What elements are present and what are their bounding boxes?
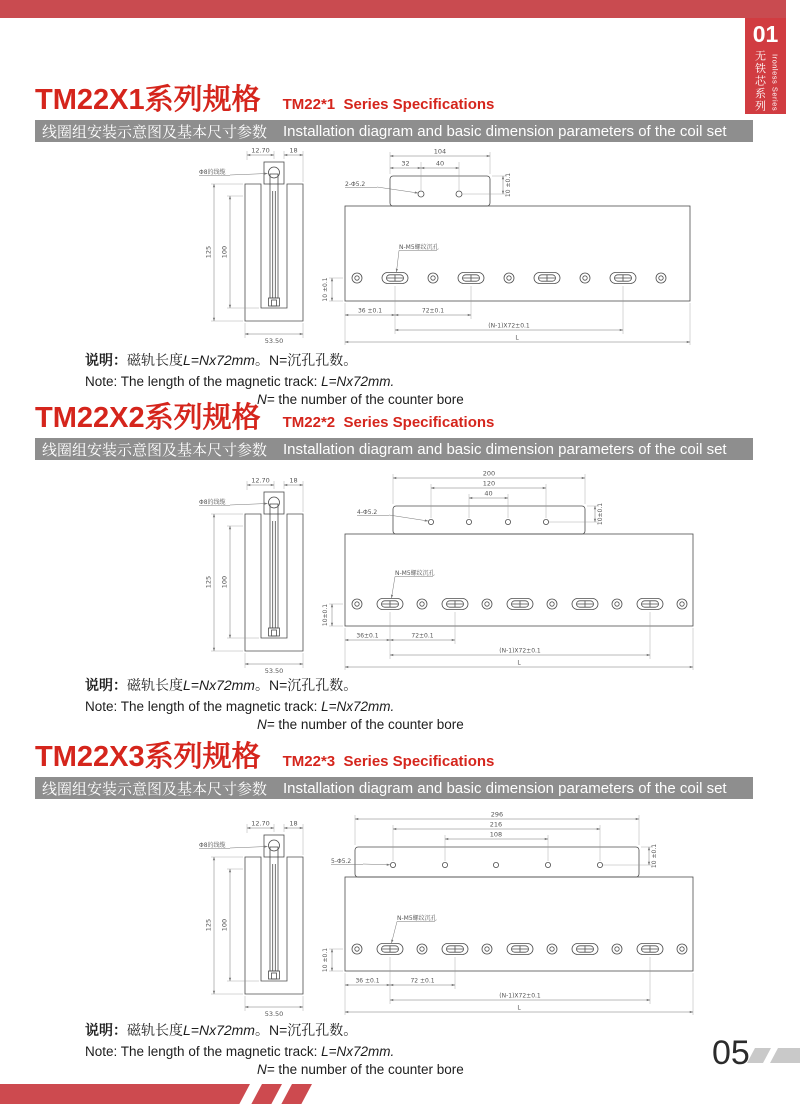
note-en-formula: L=Nx72mm. xyxy=(321,374,395,389)
installation-drawing-tm22x1 xyxy=(185,146,760,351)
front-view xyxy=(322,148,690,346)
section-tm22x2 xyxy=(35,402,753,734)
dim-label: 12.70 xyxy=(251,146,270,155)
dim-label: L xyxy=(517,1004,521,1012)
front-view xyxy=(322,470,693,671)
note-en2-text: the number of the counter bore xyxy=(274,1062,464,1077)
dim-label: 125 xyxy=(204,245,213,259)
section-title-cn: TM22X3系列规格 xyxy=(35,741,261,773)
note-en2-n: N= xyxy=(257,717,275,732)
note-en-formula: L=Nx72mm. xyxy=(321,1044,395,1059)
dim-label: (N-1)X72±0.1 xyxy=(499,992,541,1000)
dim-label: 36 ±0.1 xyxy=(355,977,380,985)
section-heading xyxy=(35,741,753,773)
section-title-en: TM22*2 Series Specifications xyxy=(282,414,495,431)
dim-label: 12.70 xyxy=(251,476,270,485)
dim-label: 53.50 xyxy=(264,1010,284,1018)
plate-holes-label: 5-Φ5.2 xyxy=(331,858,352,865)
section-heading xyxy=(35,84,753,116)
note-en-text: Note: The length of the magnetic track: xyxy=(85,699,322,714)
section-tm22x1 xyxy=(35,84,753,409)
dim-label: 100 xyxy=(220,575,229,589)
cable-label: Φ8的线缆 xyxy=(199,499,226,506)
section-subheader-bar xyxy=(35,438,753,460)
front-view xyxy=(322,811,693,1016)
bottom-red-band xyxy=(0,1084,250,1104)
section-heading xyxy=(35,402,753,434)
section-title-en: TM22*3 Series Specifications xyxy=(282,753,495,770)
bottom-red-stripe xyxy=(281,1084,312,1104)
page-number: 05 xyxy=(712,1034,750,1072)
section-notes xyxy=(85,676,753,734)
dim-label: 104 xyxy=(433,147,447,156)
note-en-formula: L=Nx72mm. xyxy=(321,699,395,714)
note-cn xyxy=(85,1021,753,1039)
dim-label: 125 xyxy=(204,918,213,932)
note-en2-n: N= xyxy=(257,1062,275,1077)
installation-drawing-tm22x3 xyxy=(185,809,760,1021)
dim-label: 53.50 xyxy=(264,337,284,345)
dim-label: 40 xyxy=(484,489,493,498)
counterbore-label: N-M5螺纹沉孔 xyxy=(395,570,435,577)
dim-label: 18 xyxy=(289,819,298,828)
note-en2-text: the number of the counter bore xyxy=(274,717,464,732)
chapter-title-en: Ironless Series xyxy=(770,53,780,111)
bar-text-cn: 线圈组安装示意图及基本尺寸参数 xyxy=(42,780,268,798)
side-view xyxy=(199,820,303,1019)
bar-text-en: Installation diagram and basic dimension parameters of the coil set xyxy=(283,779,727,797)
chapter-number: 01 xyxy=(752,21,779,47)
section-title-en: TM22*1 Series Specifications xyxy=(282,96,495,113)
side-view xyxy=(199,477,303,676)
note-cn xyxy=(85,676,753,694)
dim-label: (N-1)X72±0.1 xyxy=(499,647,541,655)
note-label: 说明： xyxy=(85,677,127,693)
bar-text-en: Installation diagram and basic dimension parameters of the coil set xyxy=(283,440,727,458)
note-cn-text: 。N=沉孔孔数。 xyxy=(254,352,358,368)
installation-drawing-tm22x2 xyxy=(185,468,760,676)
dim-label: 10±0.1 xyxy=(322,603,329,627)
dim-label: 18 xyxy=(289,146,298,155)
note-cn-text: 。N=沉孔孔数。 xyxy=(254,677,358,693)
dim-label: 200 xyxy=(482,469,496,478)
bottom-red-stripe xyxy=(251,1084,282,1104)
note-en2-text: the number of the counter bore xyxy=(274,392,464,407)
note-en-text: Note: The length of the magnetic track: xyxy=(85,1044,322,1059)
note-label: 说明： xyxy=(85,1022,127,1038)
note-en-line2 xyxy=(257,716,753,734)
cable-label: Φ8的线缆 xyxy=(199,842,226,849)
dim-label: 40 xyxy=(435,159,445,168)
dim-label: 10 ±0.1 xyxy=(651,843,658,869)
side-view xyxy=(199,147,303,346)
note-cn-formula: L=Nx72mm xyxy=(183,677,255,693)
dim-label: 125 xyxy=(204,575,213,589)
note-cn-formula: L=Nx72mm xyxy=(183,352,255,368)
note-en-text: Note: The length of the magnetic track: xyxy=(85,374,322,389)
note-label: 说明： xyxy=(85,352,127,368)
dim-label: 10±0.1 xyxy=(597,502,604,526)
dim-label: 10 ±0.1 xyxy=(322,947,329,973)
note-cn xyxy=(85,351,753,369)
dim-label: 108 xyxy=(489,830,503,839)
dim-label: 12.70 xyxy=(251,819,270,828)
bar-text-cn: 线圈组安装示意图及基本尺寸参数 xyxy=(42,123,268,141)
dim-label: 36±0.1 xyxy=(356,632,379,640)
counterbore-label: N-M5螺纹沉孔 xyxy=(397,915,437,922)
dim-label: 72±0.1 xyxy=(421,307,445,315)
dim-label: 296 xyxy=(490,810,504,819)
dim-label: 36 ±0.1 xyxy=(357,307,383,315)
bar-text-en: Installation diagram and basic dimension parameters of the coil set xyxy=(283,122,727,140)
page-number-stripe xyxy=(770,1048,800,1063)
section-tm22x3 xyxy=(35,741,753,1079)
section-subheader-bar xyxy=(35,777,753,799)
section-title-cn: TM22X1系列规格 xyxy=(35,84,261,116)
section-notes xyxy=(85,351,753,409)
dim-label: 120 xyxy=(482,479,496,488)
plate-holes-label: 2-Φ5.2 xyxy=(345,181,366,188)
dim-label: L xyxy=(515,334,519,342)
dim-label: 53.50 xyxy=(264,667,284,675)
top-red-bar xyxy=(0,0,786,18)
note-en xyxy=(85,373,753,391)
dim-label: L xyxy=(517,659,521,667)
counterbore-label: N-M5螺纹沉孔 xyxy=(399,244,439,251)
note-en-line2 xyxy=(257,1061,753,1079)
dim-label: (N-1)X72±0.1 xyxy=(488,322,530,330)
dim-label: 32 xyxy=(401,159,410,168)
note-en xyxy=(85,1043,753,1061)
section-subheader-bar xyxy=(35,120,753,142)
dim-label: 10 ±0.1 xyxy=(505,172,512,198)
dim-label: 10 ±0.1 xyxy=(322,277,329,302)
note-en2-n: N= xyxy=(257,392,275,407)
note-cn-text: 磁轨长度 xyxy=(127,677,183,693)
chapter-title-cn: 无铁芯系列 xyxy=(753,50,766,113)
note-en xyxy=(85,698,753,716)
note-cn-text: 磁轨长度 xyxy=(127,1022,183,1038)
note-cn-text: 磁轨长度 xyxy=(127,352,183,368)
cable-label: Φ8的线缆 xyxy=(199,169,226,176)
section-notes xyxy=(85,1021,753,1079)
dim-label: 100 xyxy=(220,245,229,259)
dim-label: 18 xyxy=(289,476,298,485)
bar-text-cn: 线圈组安装示意图及基本尺寸参数 xyxy=(42,441,268,459)
dim-label: 216 xyxy=(489,820,503,829)
note-cn-text: 。N=沉孔孔数。 xyxy=(254,1022,358,1038)
dim-label: 72±0.1 xyxy=(411,632,434,640)
section-title-cn: TM22X2系列规格 xyxy=(35,402,261,434)
plate-holes-label: 4-Φ5.2 xyxy=(357,509,378,516)
note-cn-formula: L=Nx72mm xyxy=(183,1022,255,1038)
dim-label: 72 ±0.1 xyxy=(410,977,435,985)
dim-label: 100 xyxy=(220,918,229,932)
